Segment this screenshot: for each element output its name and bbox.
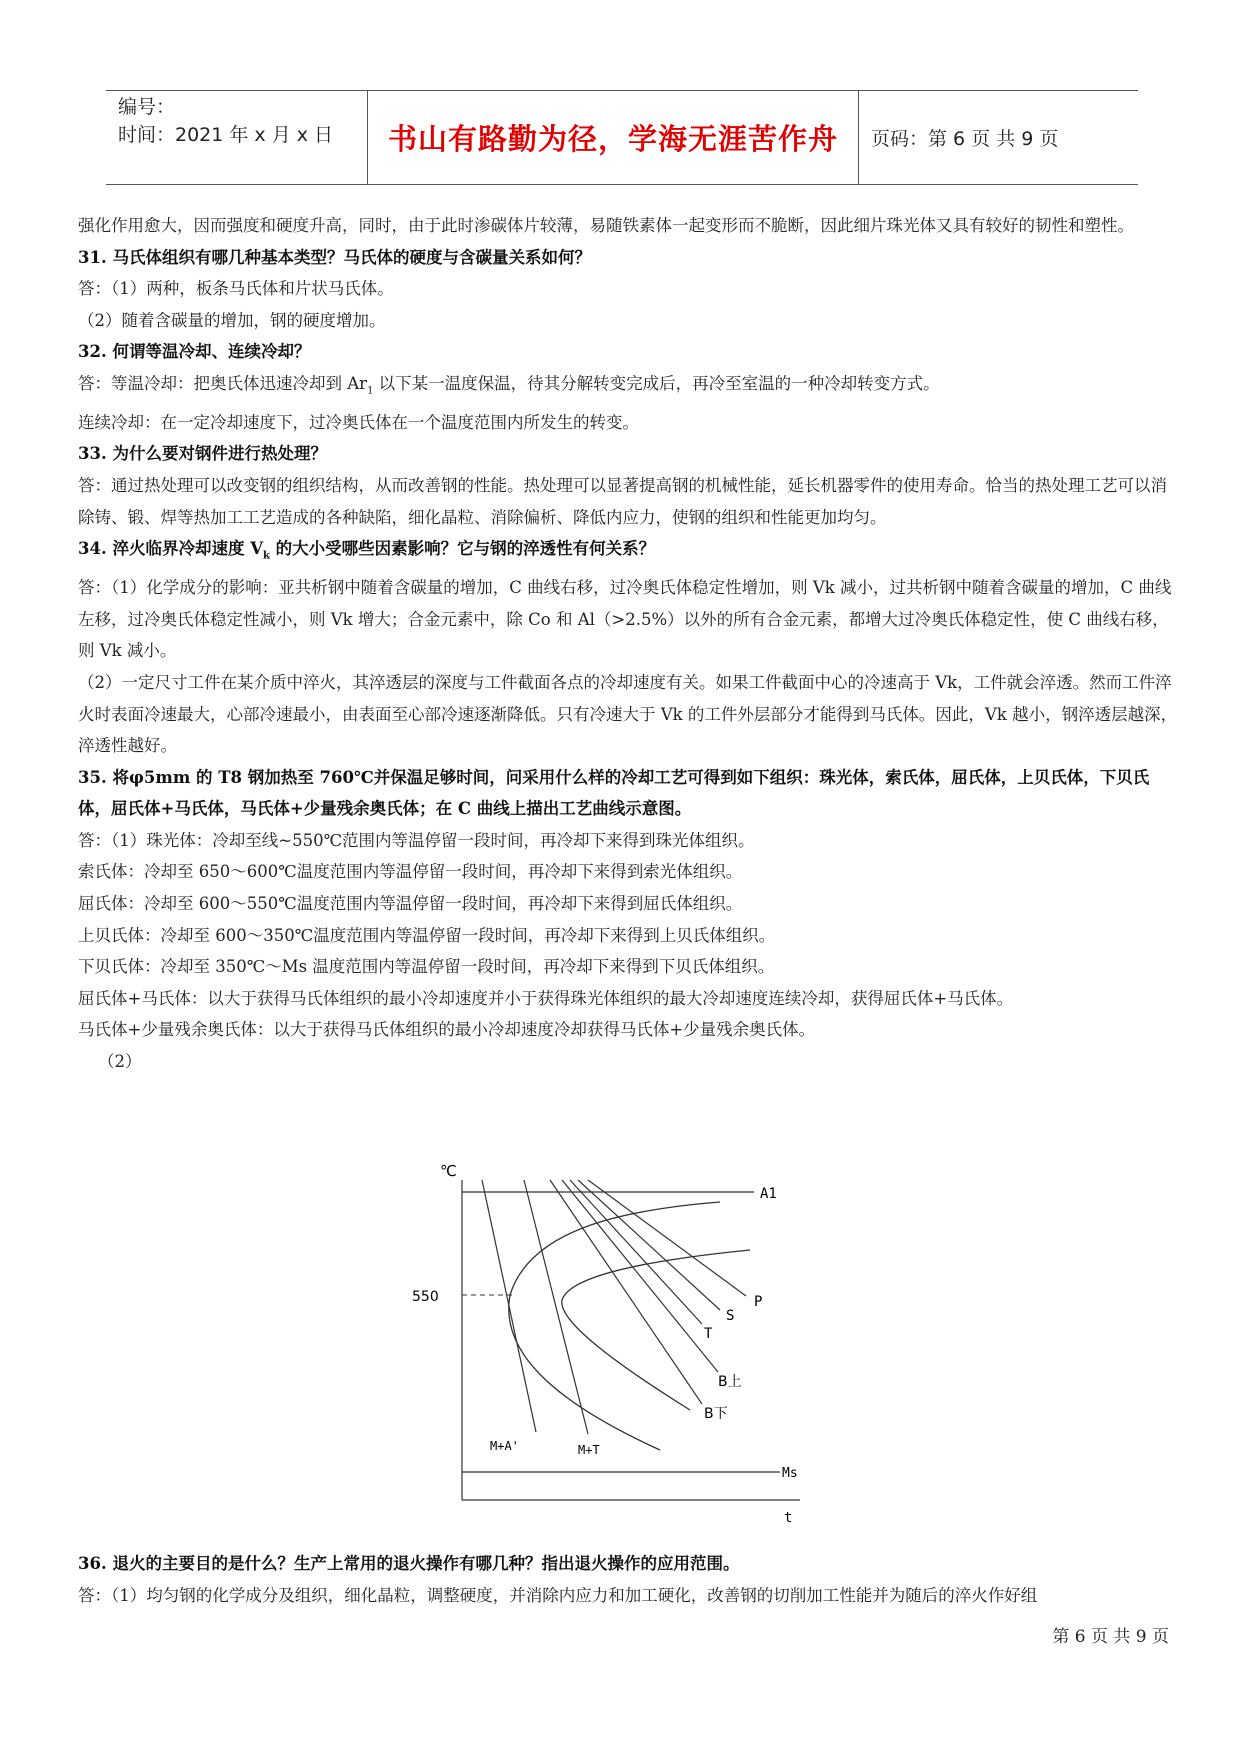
answer-32-2: 连续冷却：在一定冷却速度下，过冷奥氏体在一个温度范围内所发生的转变。 bbox=[78, 412, 639, 432]
answer-35-7: 马氏体+少量残余奥氏体：以大于获得马氏体组织的最小冷却速度冷却获得马氏体+少量残余奥氏体。 bbox=[78, 1020, 816, 1040]
question-34-a: 34. 淬火临界冷却速度 V bbox=[78, 539, 263, 559]
question-36: 36. 退火的主要目的是什么？生产上常用的退火操作有哪几种？指出退火操作的应用范围。 bbox=[78, 1554, 740, 1573]
answer-31-2: （2）随着含碳量的增加，钢的硬度增加。 bbox=[78, 310, 386, 330]
paragraph: 强化作用愈大，因而强度和硬度升高，同时，由于此时渗碳体片较薄，易随铁素体一起变形而不脆断，因此细片珠光体又具有较好的韧性和塑性。 bbox=[78, 216, 1134, 235]
label-b-upper: B上 bbox=[718, 1374, 742, 1390]
answer-32-1-b: 以下某一温度保温，待其分解转变完成后，再冷至室温的一种冷却转变方式。 bbox=[373, 373, 940, 393]
question-34-sub: k bbox=[263, 550, 270, 562]
question-33: 33. 为什么要对钢件进行热处理？ bbox=[78, 444, 327, 464]
document-body bbox=[78, 210, 1178, 1078]
label-m-t: M+T bbox=[578, 1443, 600, 1457]
answer-32-1 bbox=[78, 368, 1178, 407]
label-p: P bbox=[754, 1294, 763, 1310]
question-35: 35. 将φ5mm 的 T8 钢加热至 760℃并保温足够时间，问采用什么样的冷却工艺可得到如下组织：珠光体，索氏体，屈氏体，上贝氏体，下贝氏体，屈氏体+马氏体，马氏体+少量残余奥氏体；在 C 曲线上描出工艺曲线示意图。 bbox=[78, 767, 1150, 819]
ms-label: Ms bbox=[782, 1466, 798, 1481]
answer-32-1-a: 答：等温冷却：把奥氏体迅速冷却到 Ar bbox=[78, 373, 368, 393]
document-header bbox=[106, 90, 1138, 185]
cooling-curve-mt bbox=[524, 1180, 588, 1434]
label-m-a: M+A' bbox=[490, 1439, 519, 1453]
answer-32-1-sub: 1 bbox=[367, 385, 374, 397]
answer-35-4: 上贝氏体：冷却至 600～350℃温度范围内等温停留一段时间，再冷却下来得到上贝氏体组织。 bbox=[78, 925, 776, 945]
question-31: 31. 马氏体组织有哪几种基本类型？马氏体的硬度与含碳量关系如何？ bbox=[78, 247, 591, 267]
cooling-curve-s bbox=[578, 1180, 720, 1310]
y-unit-label: ℃ bbox=[440, 1162, 457, 1180]
cooling-curve-ma bbox=[482, 1180, 536, 1432]
x-unit-label: t bbox=[784, 1510, 793, 1526]
cooling-curve-t bbox=[570, 1180, 702, 1324]
answer-35-1: 答：（1）珠光体：冷却至线~550℃范围内等温停留一段时间，再冷却下来得到珠光体组织。 bbox=[78, 830, 755, 850]
document-body-bottom bbox=[78, 1548, 1178, 1612]
header-page-label: 页码：第 6 页 共 9 页 bbox=[871, 128, 1059, 150]
question-34 bbox=[78, 533, 1178, 572]
answer-36-1: 答：（1）均匀钢的化学成分及组织，细化晶粒，调整硬度，并消除内应力和加工硬化，改善钢的切削加工性能并为随后的淬火作好组 bbox=[78, 1586, 1038, 1605]
answer-35-2: 索氏体：冷却至 650～600℃温度范围内等温停留一段时间，再冷却下来得到索光体组织。 bbox=[78, 862, 743, 882]
answer-34-2: （2）一定尺寸工件在某介质中淬火，其淬透层的深度与工件截面各点的冷却速度有关。如果工件截面中心的冷速高于 Vk，工件就会淬透。然而工件淬火时表面冷速最大，心部冷速最小，由表面至心部冷速逐渐降低。只有冷速大于 Vk 的工件外层部分才能得到马氏体。因此，Vk 越小，钢淬透层越深，淬透性越好。 bbox=[78, 672, 1178, 756]
answer-33: 答：通过热处理可以改变钢的组织结构，从而改善钢的性能。热处理可以显著提高钢的机械性能，延长机器零件的使用寿命。恰当的热处理工艺可以消除铸、锻、焊等热加工工艺造成的各种缺陷，细化晶粒、消除偏析、降低内应力，使钢的组织和性能更加均匀。 bbox=[78, 476, 1167, 527]
number-label: 编号： bbox=[118, 96, 176, 118]
temp-550-label: 550 bbox=[412, 1289, 439, 1305]
page-footer: 第 6 页 共 9 页 bbox=[1052, 1627, 1169, 1647]
question-32: 32. 何谓等温冷却、连续冷却？ bbox=[78, 342, 311, 362]
a1-label: A1 bbox=[760, 1186, 777, 1202]
answer-34-1: 答：（1）化学成分的影响：亚共析钢中随着含碳量的增加，C 曲线右移，过冷奥氏体稳定性增加，则 Vk 减小，过共析钢中随着含碳量的增加，C 曲线左移，过冷奥氏体稳定性减小，则 Vk 增大；合金元素中，除 Co 和 Al（>2.5%）以外的所有合金元素，都增大过冷奥氏体稳定性，使 C 曲线右移，则 Vk 减小。 bbox=[78, 578, 1172, 661]
c-curve-start bbox=[509, 1202, 720, 1450]
header-meta bbox=[106, 91, 368, 184]
answer-31-1: 答：（1）两种，板条马氏体和片状马氏体。 bbox=[78, 279, 394, 299]
time-label: 时间：2021 年 x 月 x 日 bbox=[118, 124, 334, 146]
answer-35-5: 下贝氏体：冷却至 350℃～Ms 温度范围内等温停留一段时间，再冷却下来得到下贝氏体组织。 bbox=[78, 957, 775, 977]
answer-35-3: 屈氏体：冷却至 600～550℃温度范围内等温停留一段时间，再冷却下来得到屈氏体组织。 bbox=[78, 894, 743, 914]
label-b-lower: B下 bbox=[704, 1406, 728, 1422]
label-s: S bbox=[726, 1308, 735, 1324]
answer-35-8: （2） bbox=[98, 1052, 142, 1072]
cooling-curve-bl bbox=[550, 1180, 702, 1404]
question-34-b: 的大小受哪些因素影响？它与钢的淬透性有何关系？ bbox=[269, 539, 656, 559]
c-curve-diagram bbox=[412, 1150, 860, 1530]
header-motto: 书山有路勤为径，学海无涯苦作舟 bbox=[368, 91, 859, 184]
answer-35-6: 屈氏体+马氏体：以大于获得马氏体组织的最小冷却速度并小于获得珠光体组织的最大冷却速度连续冷却，获得屈氏体+马氏体。 bbox=[78, 988, 1014, 1008]
cooling-curve-bu bbox=[562, 1180, 718, 1372]
label-t: T bbox=[704, 1326, 713, 1342]
cooling-curve-p bbox=[588, 1180, 746, 1296]
